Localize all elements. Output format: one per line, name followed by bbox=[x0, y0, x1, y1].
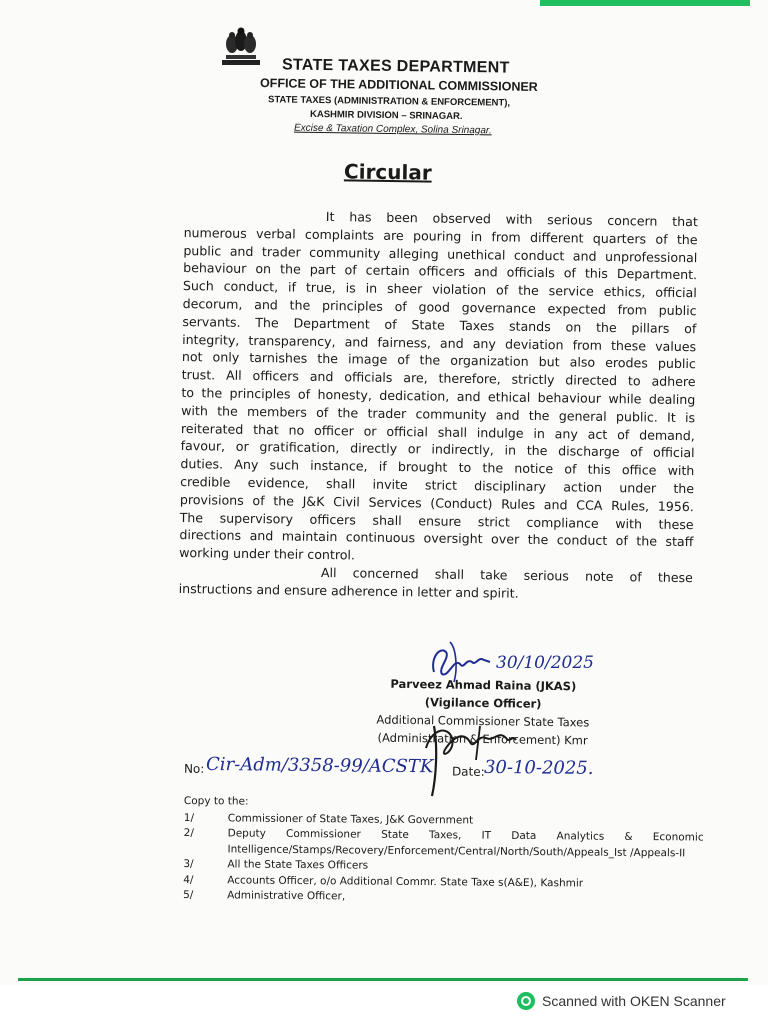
copy-to-list bbox=[183, 794, 704, 908]
body-line: duties. Any such instance, if brought to the notice of this office with bbox=[180, 456, 695, 479]
list-item-text: Accounts Officer, o/o Additional Commr. State Taxe s(A&E), Kashmir bbox=[227, 873, 584, 889]
body-line: Such conduct, if true, is in sheer violation of the service ethics, official bbox=[182, 278, 697, 301]
list-item-text: All the State Taxes Officers bbox=[227, 858, 369, 872]
circular-body bbox=[179, 206, 698, 605]
list-item-text: Deputy Commissioner State Taxes, IT Data Analytics & Economic Intelligence/Stamps/Recovery/Enforcement/Central/North/South/Appeals_Ist /Appeals-II bbox=[227, 827, 704, 859]
signatory-name: Parveez Ahmad Raina (JKAS) bbox=[390, 676, 577, 694]
body-line: behaviour on the part of certain officers and officials of this Department. bbox=[183, 260, 698, 283]
body-line: with the members of the trader community and the general public. It is bbox=[181, 402, 696, 425]
list-item bbox=[183, 826, 703, 862]
scanner-logo-icon bbox=[516, 991, 536, 1011]
body-line: integrity, transparency, and fairness, and any deviation from these values bbox=[182, 331, 697, 354]
admin-line: STATE TAXES (ADMINISTRATION & ENFORCEMENT), bbox=[267, 94, 511, 109]
list-item-text: Administrative Officer, bbox=[227, 889, 346, 903]
list-item-number: 4/ bbox=[183, 873, 194, 886]
body-line: working under their control. bbox=[179, 545, 356, 563]
body-line: servants. The Department of State Taxes stands on the pillars of bbox=[182, 313, 697, 336]
body-line: to the principles of honesty, dedication, and ethical behaviour while dealing bbox=[181, 384, 696, 408]
division-line: KASHMIR DIVISION – SRINAGAR. bbox=[309, 108, 463, 123]
signature-date: 30/10/2025 bbox=[496, 653, 594, 673]
list-item-number: 5/ bbox=[183, 888, 194, 902]
body-line: It has been observed with serious concern that bbox=[325, 208, 698, 230]
scanner-text: Scanned with OKEN Scanner bbox=[542, 993, 726, 1009]
body-line: provisions of the J&K Civil Services (Conduct) Rules and CCA Rules, 1956. bbox=[179, 491, 694, 514]
reference-row bbox=[184, 754, 624, 787]
footer-divider bbox=[18, 978, 748, 981]
countersignature-mark bbox=[418, 708, 528, 800]
body-line: decorum, and the principles of good governance expected from public bbox=[182, 295, 697, 319]
reference-no-value: Cir-Adm/3358-99/ACSTK bbox=[205, 753, 434, 778]
body-line: credible evidence, shall invite strict disciplinary action under the bbox=[180, 473, 695, 497]
body-line: public and trader community alleging unethical conduct and unprofessional bbox=[183, 242, 698, 265]
list-item-number: 3/ bbox=[183, 857, 194, 871]
closing-line: All concerned shall take serious note of these bbox=[320, 564, 693, 586]
copy-to-title: Copy to the: bbox=[183, 794, 249, 808]
state-emblem-icon bbox=[218, 26, 264, 68]
date-value: 30-10-2025. bbox=[483, 756, 594, 779]
signatory-role: (Vigilance Officer) bbox=[424, 695, 542, 711]
list-item-text: Commissioner of State Taxes, J&K Government bbox=[227, 811, 474, 827]
top-accent-bar bbox=[540, 0, 750, 6]
document-title: Circular bbox=[343, 159, 432, 185]
body-line: favour, or gratification, directly or indirectly, in the discharge of official bbox=[180, 438, 695, 461]
list-item-number: 2/ bbox=[183, 826, 194, 840]
body-line: reiterated that no officer or official shall indulge in any act of demand, bbox=[180, 420, 695, 443]
list-item-number: 1/ bbox=[183, 811, 195, 824]
body-line: trust. All officers and officials are, therefore, strictly directed to adhere bbox=[181, 367, 696, 390]
body-line: numerous verbal complaints are pouring in from different quarters of the bbox=[183, 224, 698, 247]
reference-no-label: No: bbox=[183, 761, 205, 776]
signatory-office: (Administration & Enforcement) Kmr bbox=[377, 730, 588, 748]
scanner-watermark bbox=[516, 990, 726, 1012]
office-name: OFFICE OF THE ADDITIONAL COMMISSIONER bbox=[259, 76, 538, 94]
body-line: directions and maintain continuous oversight over the conduct of the staff bbox=[179, 527, 694, 550]
signatory-designation: Additional Commissioner State Taxes bbox=[376, 712, 590, 730]
department-name: STATE TAXES DEPARTMENT bbox=[281, 56, 510, 77]
body-line: not only tarnishes the image of the organization but also erodes public bbox=[181, 349, 696, 372]
body-line: The supervisory officers shall ensure strict compliance with these bbox=[179, 509, 694, 532]
office-address: Excise & Taxation Complex, Solina Srinagar. bbox=[293, 122, 492, 137]
date-label: Date: bbox=[451, 764, 485, 779]
closing-line: instructions and ensure adherence in letter and spirit. bbox=[178, 580, 519, 601]
